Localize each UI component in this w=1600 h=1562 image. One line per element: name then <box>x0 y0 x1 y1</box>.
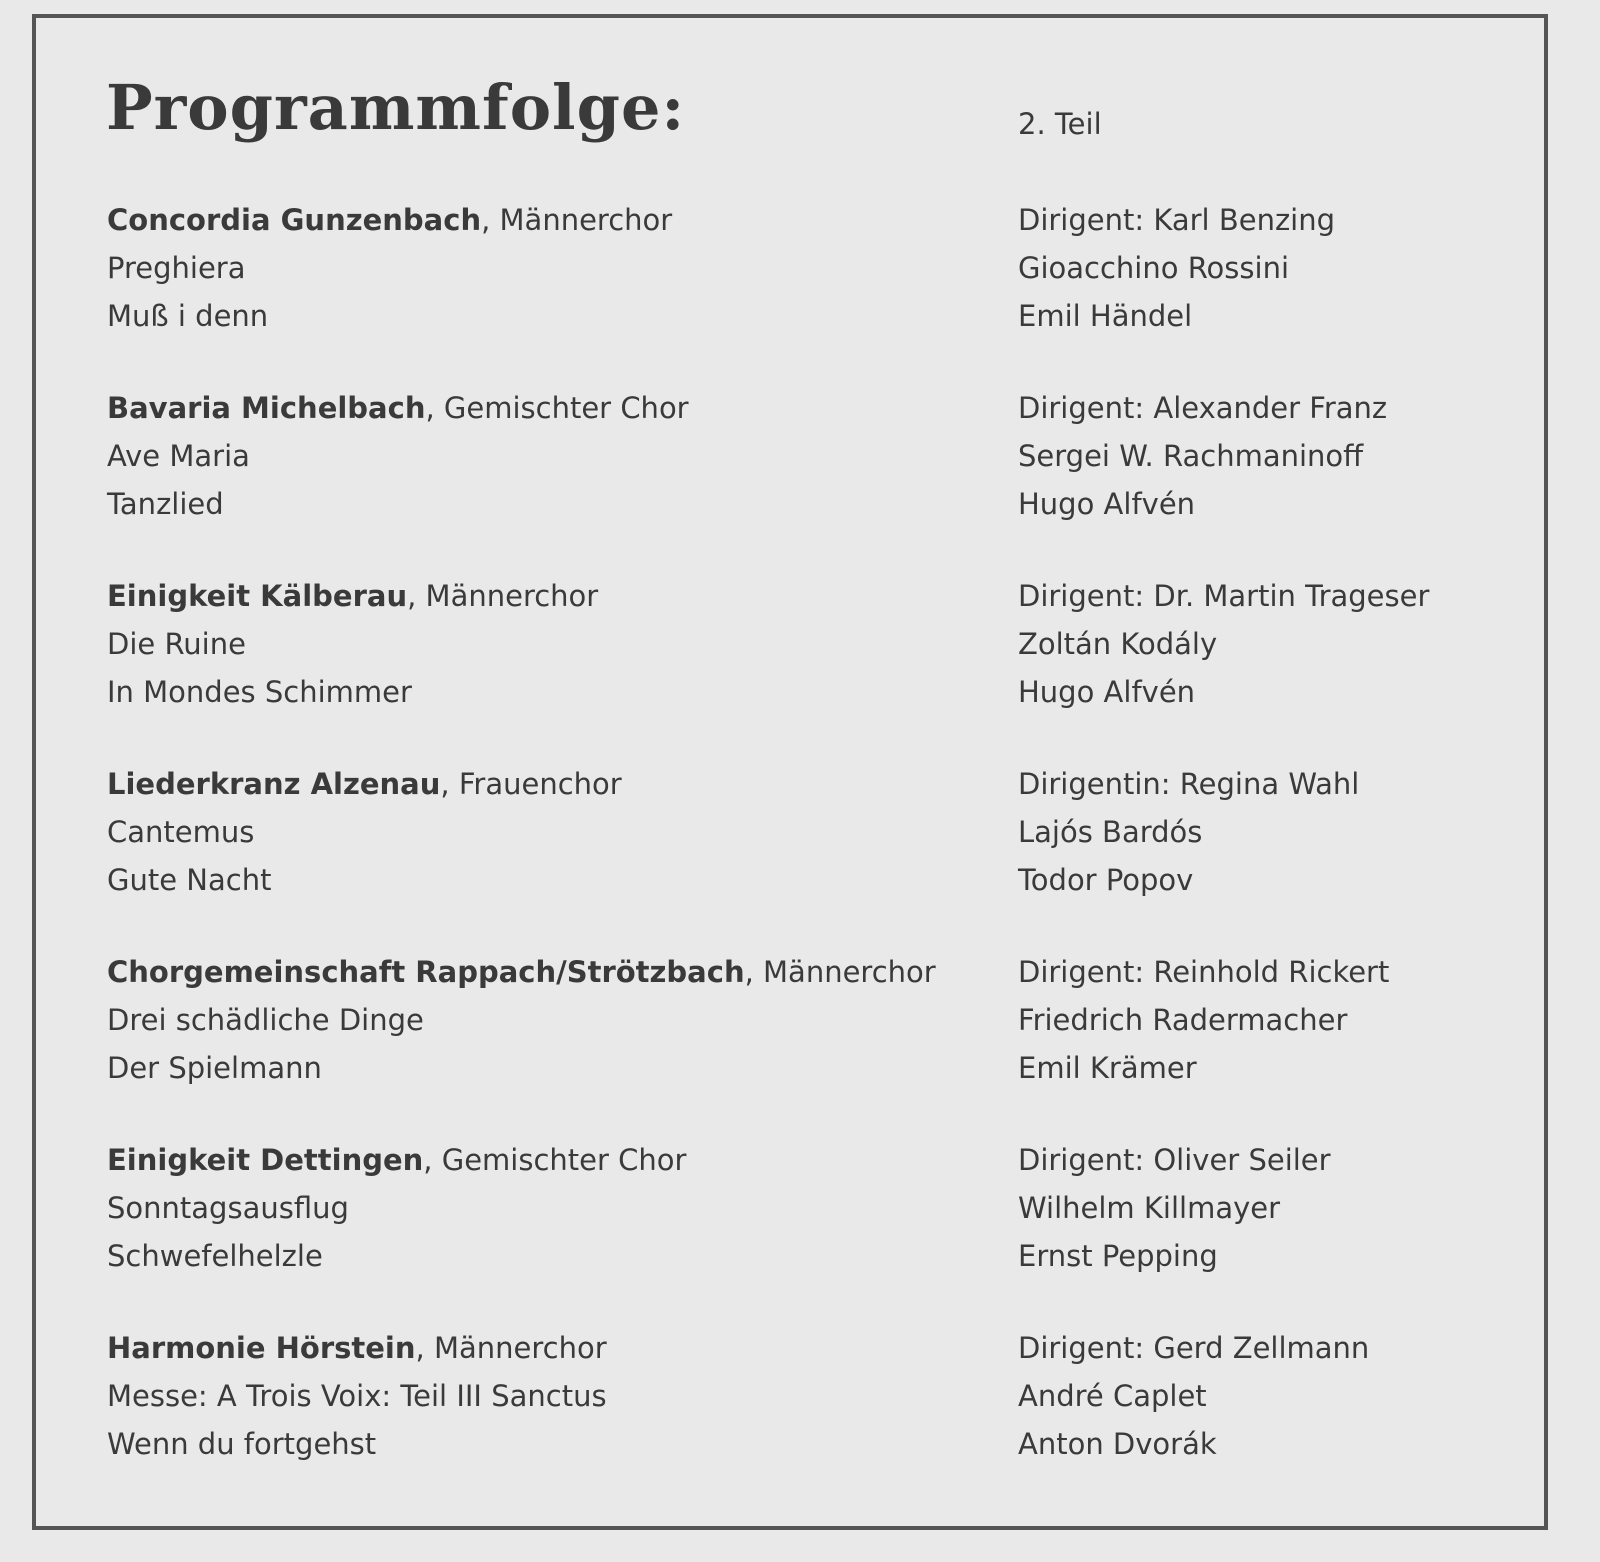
piece-title: Gute Nacht <box>107 863 272 897</box>
choir-type: , Männerchor <box>415 1331 607 1365</box>
conductor: Dirigentin: Regina Wahl <box>1018 767 1360 801</box>
program-left <box>107 196 672 340</box>
piece-title: Tanzlied <box>107 487 224 521</box>
conductor: Dirigent: Gerd Zellmann <box>1018 1331 1370 1365</box>
program-right <box>1018 760 1359 904</box>
piece-title: In Mondes Schimmer <box>107 675 412 709</box>
choir-line <box>107 572 598 620</box>
composer: Todor Popov <box>1018 863 1194 897</box>
choir-line <box>107 384 689 432</box>
composer: Wilhelm Killmayer <box>1018 1191 1281 1225</box>
choir-name: Einigkeit Dettingen <box>107 1143 424 1177</box>
composer: Lajós Bardós <box>1018 815 1203 849</box>
composer: Hugo Alfvén <box>1018 487 1196 521</box>
choir-type: , Gemischter Chor <box>423 1143 687 1177</box>
choir-name: Einigkeit Kälberau <box>107 579 408 613</box>
conductor: Dirigent: Dr. Martin Trageser <box>1018 579 1430 613</box>
choir-name: Liederkranz Alzenau <box>107 767 441 801</box>
piece-title: Sonntagsausflug <box>107 1191 349 1225</box>
composer: Emil Händel <box>1018 299 1193 333</box>
program-left <box>107 760 622 904</box>
piece-title: Schwefelhelzle <box>107 1239 323 1273</box>
conductor: Dirigent: Oliver Seiler <box>1018 1143 1331 1177</box>
composer: Friedrich Radermacher <box>1018 1003 1348 1037</box>
choir-name: Chorgemeinschaft Rappach/Strötzbach <box>107 955 745 989</box>
composer: Ernst Pepping <box>1018 1239 1218 1273</box>
piece-title: Ave Maria <box>107 439 250 473</box>
composer: Emil Krämer <box>1018 1051 1197 1085</box>
program-left <box>107 948 936 1092</box>
program-right <box>1018 572 1429 716</box>
choir-name: Harmonie Hörstein <box>107 1331 416 1365</box>
composer: André Caplet <box>1018 1379 1207 1413</box>
part-label: 2. Teil <box>1018 107 1102 141</box>
piece-title: Preghiera <box>107 251 246 285</box>
program-right <box>1018 384 1387 528</box>
program-right <box>1018 948 1389 1092</box>
choir-name: Concordia Gunzenbach <box>107 203 482 237</box>
piece-title: Messe: A Trois Voix: Teil III Sanctus <box>107 1379 607 1413</box>
program-right <box>1018 1136 1331 1280</box>
program-left <box>107 384 689 528</box>
page-title: Programmfolge: <box>106 71 686 144</box>
choir-line <box>107 196 672 244</box>
choir-type: , Männerchor <box>481 203 673 237</box>
choir-line <box>107 760 622 808</box>
composer: Hugo Alfvén <box>1018 675 1196 709</box>
piece-title: Die Ruine <box>107 627 246 661</box>
program-left <box>107 1136 686 1280</box>
conductor: Dirigent: Alexander Franz <box>1018 391 1388 425</box>
choir-line <box>107 1136 686 1184</box>
choir-name: Bavaria Michelbach <box>107 391 426 425</box>
choir-type: , Gemischter Chor <box>425 391 689 425</box>
choir-type: , Männerchor <box>407 579 599 613</box>
program-left <box>107 572 598 716</box>
choir-line <box>107 948 936 996</box>
piece-title: Drei schädliche Dinge <box>107 1003 424 1037</box>
composer: Zoltán Kodály <box>1018 627 1218 661</box>
composer: Gioacchino Rossini <box>1018 251 1290 285</box>
choir-line <box>107 1324 607 1372</box>
piece-title: Der Spielmann <box>107 1051 322 1085</box>
conductor: Dirigent: Reinhold Rickert <box>1018 955 1390 989</box>
composer: Anton Dvorák <box>1018 1427 1217 1461</box>
composer: Sergei W. Rachmaninoff <box>1018 439 1364 473</box>
program-right <box>1018 196 1335 340</box>
program-left <box>107 1324 607 1468</box>
choir-type: , Männerchor <box>744 955 936 989</box>
piece-title: Wenn du fortgehst <box>107 1427 377 1461</box>
choir-type: , Frauenchor <box>440 767 622 801</box>
conductor: Dirigent: Karl Benzing <box>1018 203 1336 237</box>
program-right <box>1018 1324 1369 1468</box>
piece-title: Muß i denn <box>107 299 269 333</box>
piece-title: Cantemus <box>107 815 255 849</box>
